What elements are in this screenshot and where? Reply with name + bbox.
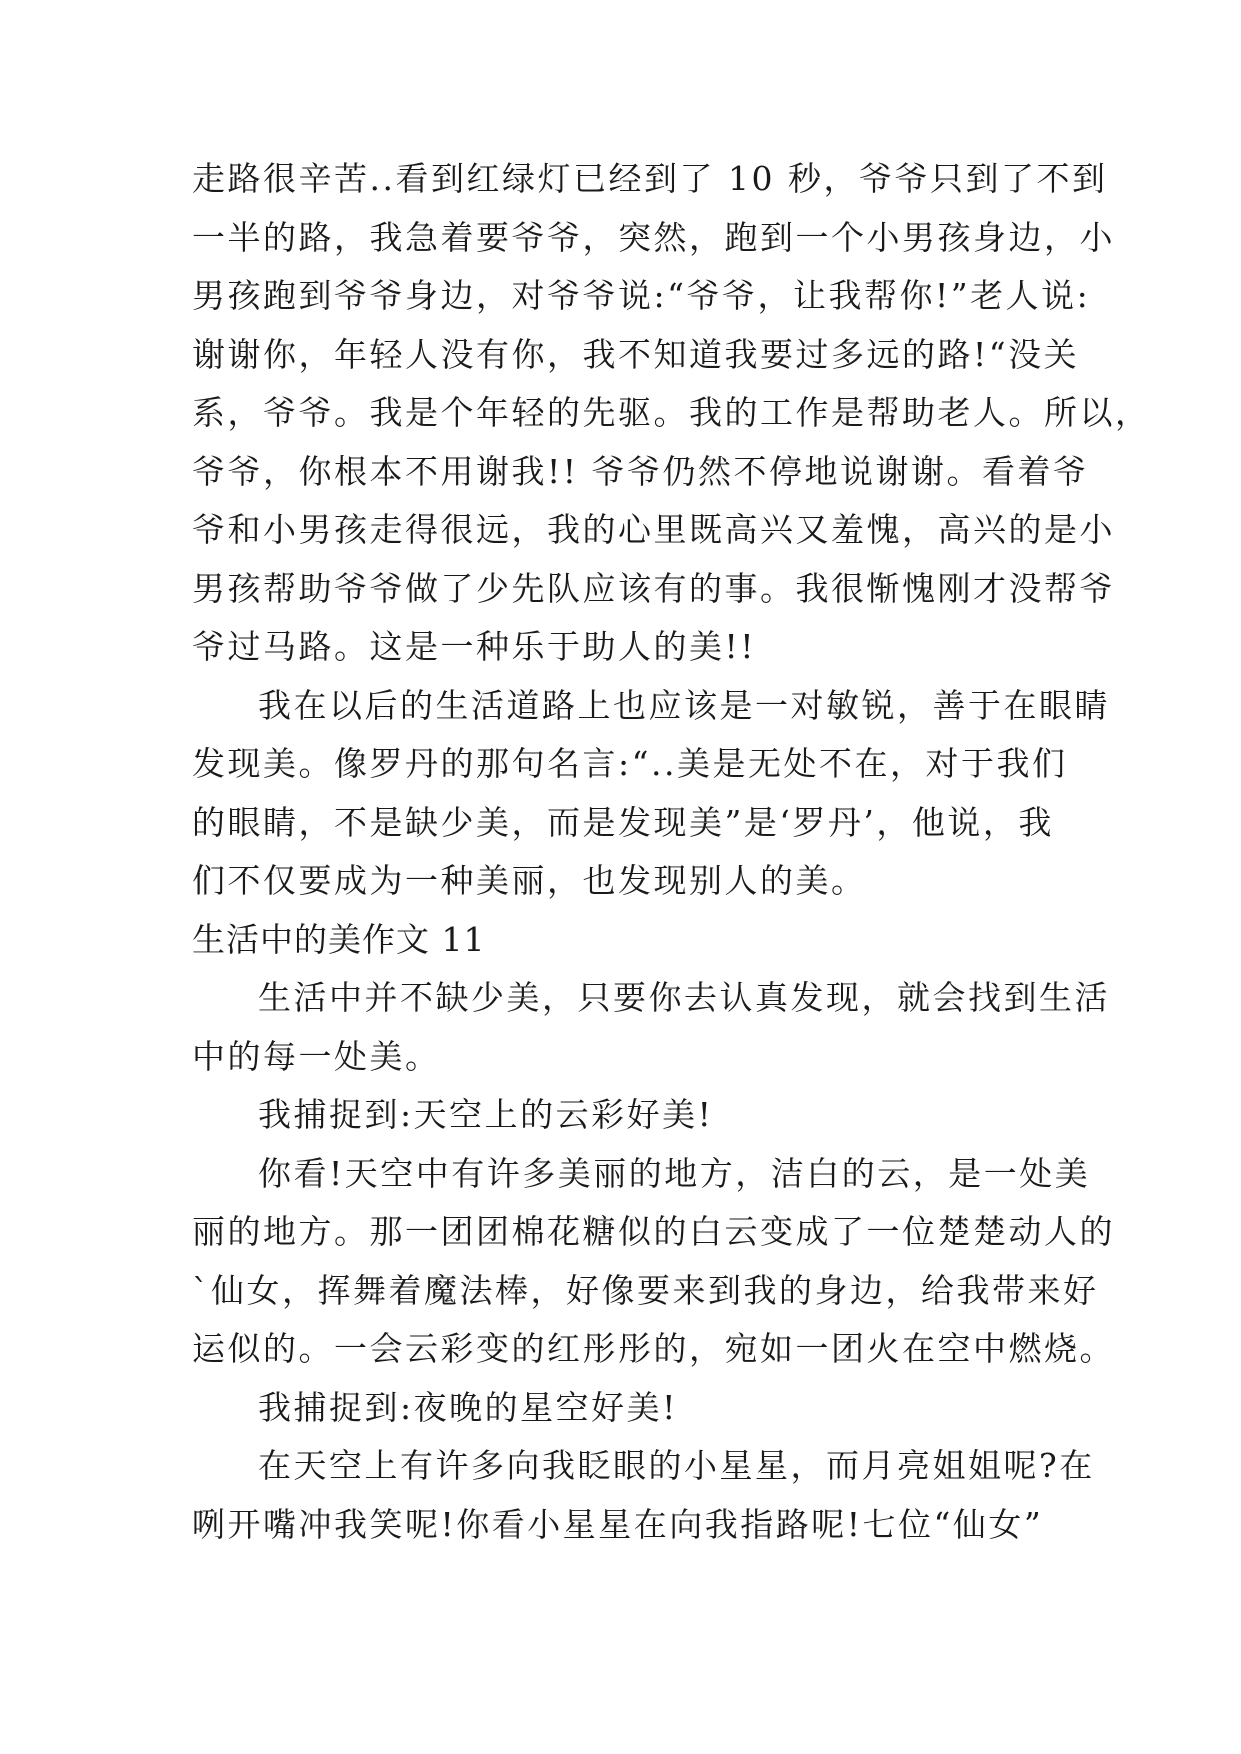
text-line: 咧开嘴冲我笑呢!你看小星星在向我指路呢!七位“仙女”: [192, 1504, 1044, 1544]
text-line: 男孩帮助爷爷做了少先队应该有的事。我很惭愧刚才没帮爷: [192, 568, 1115, 608]
text-line: 一半的路，我急着要爷爷，突然，跑到一个小男孩身边，小: [192, 217, 1115, 257]
essay-body: [192, 150, 1151, 1554]
text-line: 谢谢你，年轻人没有你，我不知道我要过多远的路!“没关: [192, 334, 1080, 374]
text-line: 发现美。像罗丹的那句名言:“..美是无处不在，对于我们: [192, 744, 1068, 783]
text-line: 运似的。一会云彩变的红彤彤的，宛如一团火在空中燃烧。: [192, 1329, 1115, 1368]
paragraph-start-line: 我捕捉到:夜晚的星空好美!: [258, 1387, 678, 1427]
text-line: 爷爷，你根本不用谢我!! 爷爷仍然不停地说谢谢。看着爷: [192, 451, 1089, 491]
text-line: `仙女，挥舞着魔法棒，好像要来到我的身边，给我带来好: [192, 1270, 1099, 1310]
text-line: 爷和小男孩走得很远，我的心里既高兴又羞愧，高兴的是小: [192, 510, 1115, 549]
paragraph-start-line: 我捕捉到:天空上的云彩好美!: [258, 1095, 714, 1134]
paragraph-start-line: 在天空上有许多向我眨眼的小星星，而月亮姐姐呢?在: [258, 1446, 1095, 1485]
text-line: 男孩跑到爷爷身边，对爷爷说:“爷爷，让我帮你!”老人说:: [192, 276, 1091, 315]
text-line: 系，爷爷。我是个年轻的先驱。我的工作是帮助老人。所以，: [192, 393, 1151, 432]
paragraph-start-line: 你看!天空中有许多美丽的地方，洁白的云，是一处美: [258, 1153, 1091, 1193]
text-line: 的眼睛，不是缺少美，而是发现美”是‘罗丹’，他说，我: [192, 802, 1054, 842]
text-line: 丽的地方。那一团团棉花糖似的白云变成了一位楚楚动人的: [192, 1212, 1115, 1251]
paragraph-start-line: 我在以后的生活道路上也应该是一对敏锐，善于在眼睛: [258, 685, 1110, 725]
essay-title: 生活中的美作文 11: [192, 919, 486, 959]
text-line: 走路很辛苦..看到红绿灯已经到了 10 秒，爷爷只到了不到: [192, 159, 1108, 198]
text-line: 爷过马路。这是一种乐于助人的美!!: [192, 627, 757, 666]
text-line: 中的每一处美。: [192, 1036, 441, 1076]
text-line: 们不仅要成为一种美丽，也发现别人的美。: [192, 861, 867, 900]
paragraph-start-line: 生活中并不缺少美，只要你去认真发现，就会找到生活: [258, 978, 1110, 1017]
